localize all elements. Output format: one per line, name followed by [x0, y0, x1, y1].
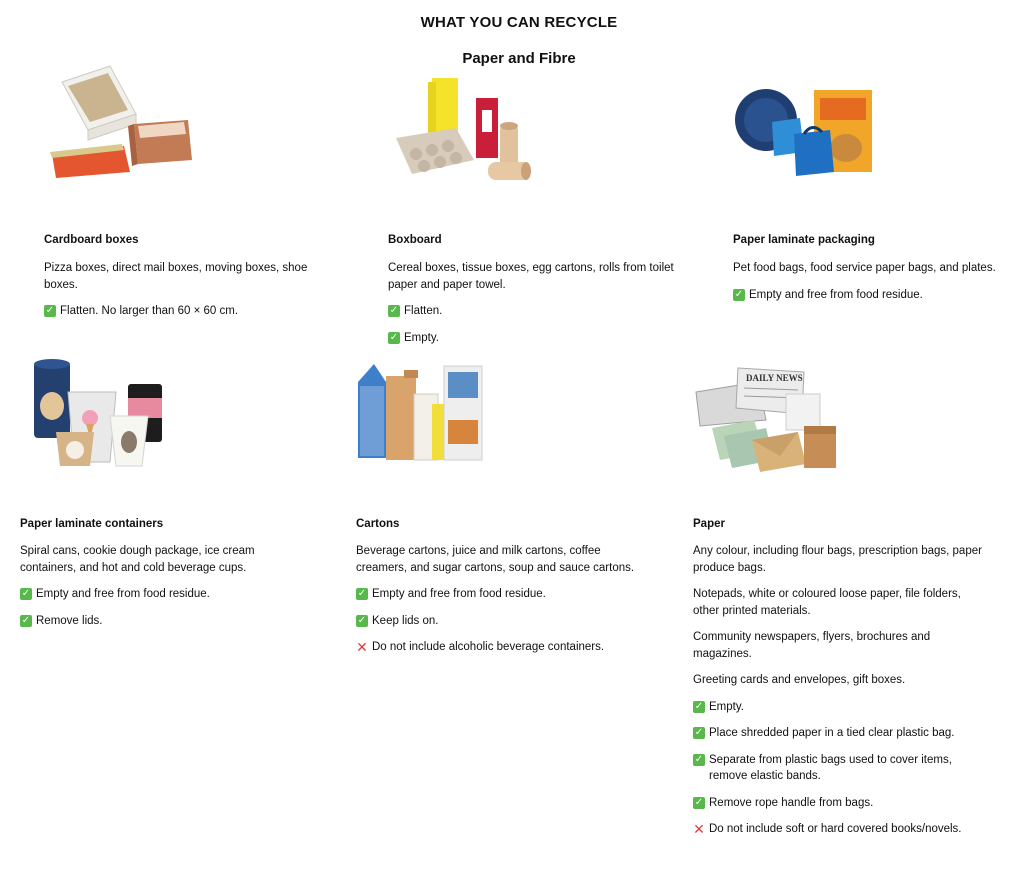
card-title: Paper laminate packaging — [733, 234, 875, 246]
note-text: Empty and free from food residue. — [749, 288, 923, 301]
check-note — [356, 613, 646, 630]
check-note — [388, 330, 688, 347]
check-note — [693, 752, 983, 785]
note-text: Empty and free from food residue. — [372, 588, 546, 600]
card-description: Any colour, including flour bags, prescription bags, paper produce bags. — [693, 545, 982, 574]
check-note — [356, 586, 646, 603]
cross-icon: ✕ — [356, 639, 368, 655]
checkmark-icon: ✓ — [734, 288, 744, 300]
note-text: Do not include soft or hard covered books/novels. — [709, 823, 962, 835]
paper-image — [694, 364, 844, 476]
note-text: Place shredded paper in a tied clear plastic bag. — [709, 727, 955, 739]
checkmark-icon: ✓ — [389, 331, 399, 343]
card-description: Beverage cartons, juice and milk cartons, coffee creamers, and sugar cartons, soup and sauce cartons. — [356, 545, 635, 574]
page-title: WHAT YOU CAN RECYCLE — [420, 14, 618, 31]
note-text: Remove rope handle from bags. — [709, 796, 874, 809]
card-description: Cereal boxes, tissue boxes, egg cartons, rolls from toilet paper and paper towel. — [388, 262, 674, 291]
cross-note — [356, 639, 646, 656]
card-description: Pizza boxes, direct mail boxes, moving boxes, shoe boxes. — [44, 262, 308, 291]
section-title: Paper and Fibre — [462, 50, 576, 67]
checkmark-icon: ✓ — [694, 700, 704, 712]
note-text: Do not include alcoholic beverage containers. — [372, 641, 605, 653]
card-title: Paper — [693, 518, 725, 530]
cardboard-boxes-image — [48, 64, 198, 179]
check-note — [388, 303, 688, 320]
check-note — [20, 586, 310, 603]
cross-note — [693, 821, 983, 838]
checkmark-icon: ✓ — [45, 305, 55, 316]
boxboard-image — [392, 74, 542, 189]
note-text: Flatten. — [404, 305, 443, 317]
check-note — [693, 699, 983, 716]
card-description: Community newspapers, flyers, brochures and magazines. — [693, 631, 931, 660]
paper-laminate-containers-image — [30, 358, 170, 470]
checkmark-icon: ✓ — [21, 614, 31, 626]
checkmark-icon: ✓ — [21, 588, 31, 599]
card-description: Spiral cans, cookie dough package, ice cream containers, and hot and cold beverage cups. — [20, 545, 255, 574]
note-text: Keep lids on. — [372, 614, 439, 627]
checkmark-icon: ✓ — [357, 614, 367, 626]
note-text: Separate from plastic bags used to cover items, remove elastic bands. — [709, 753, 952, 782]
check-note — [44, 303, 344, 320]
card-description: Greeting cards and envelopes, gift boxes. — [693, 674, 906, 686]
note-text: Empty. — [709, 700, 744, 713]
newspaper-masthead: DAILY NEWS — [746, 373, 803, 383]
cartons-image — [356, 362, 490, 464]
checkmark-icon: ✓ — [357, 588, 367, 599]
note-text: Empty. — [404, 331, 439, 344]
note-text: Remove lids. — [36, 614, 103, 627]
card-title: Boxboard — [388, 234, 442, 246]
card-description: Notepads, white or coloured loose paper, file folders, other printed materials. — [693, 588, 961, 617]
card-title: Paper laminate containers — [20, 518, 164, 530]
paper-laminate-packaging-image — [734, 86, 884, 181]
checkmark-icon: ✓ — [694, 753, 704, 765]
check-note — [693, 795, 983, 812]
check-note — [733, 287, 1029, 304]
note-text: Flatten. No larger than 60 × 60 cm. — [60, 305, 239, 317]
card-description: Pet food bags, food service paper bags, and plates. — [733, 262, 996, 274]
card-title: Cardboard boxes — [44, 234, 139, 246]
card-title: Cartons — [356, 518, 400, 530]
checkmark-icon: ✓ — [389, 305, 399, 316]
check-note — [20, 613, 310, 630]
cross-icon: ✕ — [693, 821, 705, 837]
note-text: Empty and free from food residue. — [36, 588, 210, 600]
checkmark-icon: ✓ — [694, 796, 704, 808]
checkmark-icon: ✓ — [694, 727, 704, 738]
check-note — [693, 725, 983, 742]
